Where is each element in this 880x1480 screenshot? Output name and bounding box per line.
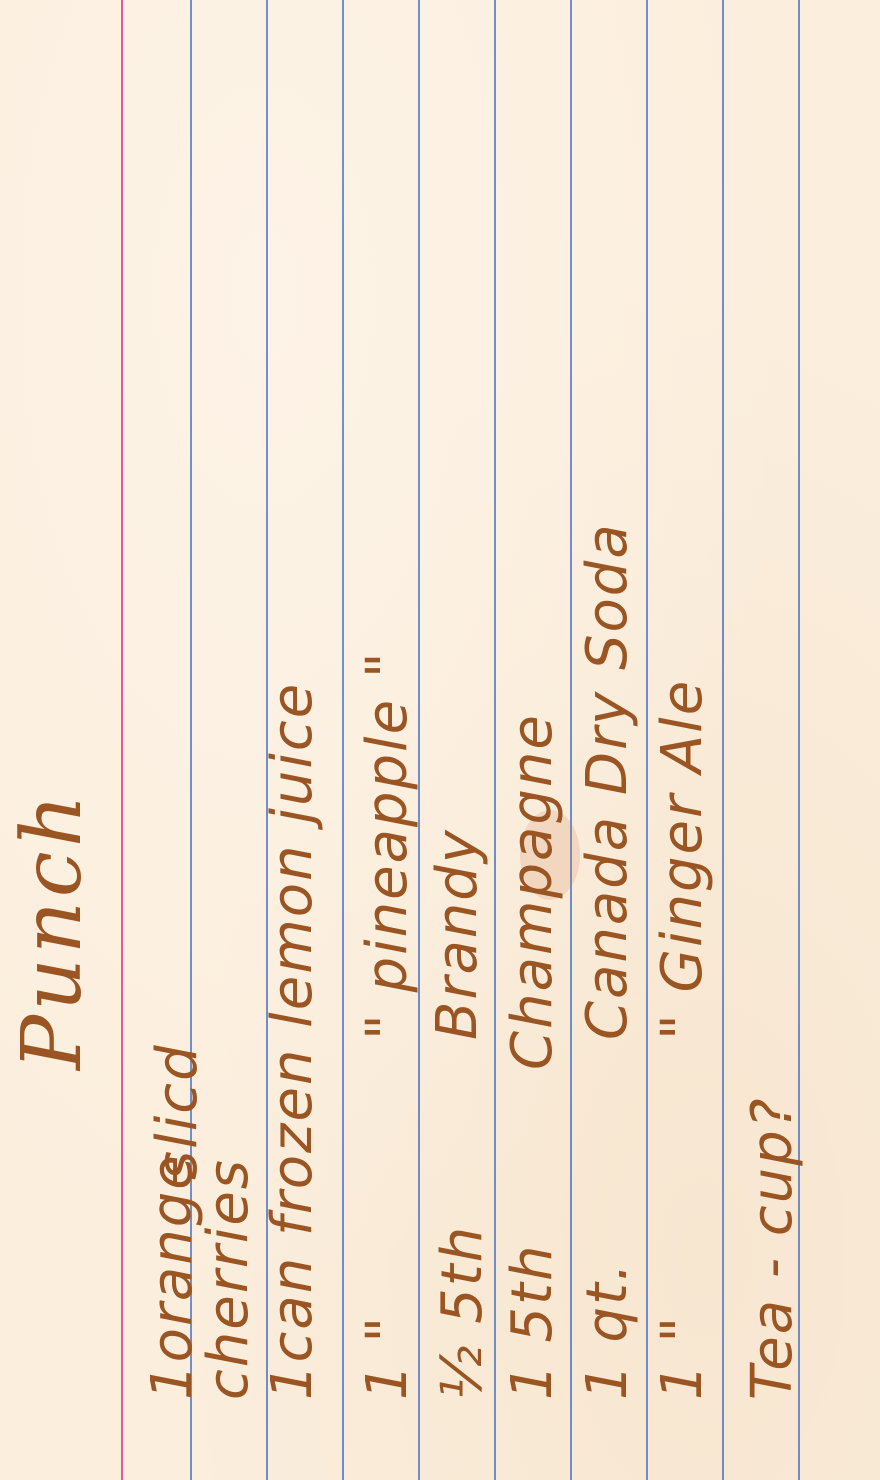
ingredient-text: Canada Dry Soda bbox=[575, 522, 640, 1040]
ingredient-qty: 1 qt. bbox=[575, 1261, 640, 1400]
ingredient-qty: ½ 5th bbox=[430, 1224, 495, 1400]
ingredient-text: " pineapple " bbox=[355, 650, 420, 1040]
ingredient-qty: 1can bbox=[260, 1255, 325, 1400]
ingredient-text: " Ginger Ale bbox=[650, 678, 715, 1040]
ingredient-text: slicd bbox=[145, 1043, 210, 1180]
ingredient-qty: 1orange bbox=[140, 1153, 205, 1400]
recipe-title: Punch bbox=[5, 790, 100, 1070]
serving-note: Tea - cup? bbox=[740, 1096, 805, 1400]
ingredient-line bbox=[260, 682, 325, 1400]
ingredient-text: cherries bbox=[196, 1158, 261, 1400]
ingredient-qty: 1 " bbox=[650, 1314, 715, 1400]
ingredient-text: Champagne bbox=[500, 713, 565, 1070]
ingredient-qty: 1 " bbox=[355, 1314, 420, 1400]
ingredient-text: frozen lemon juice bbox=[260, 681, 325, 1236]
ingredient-text: Brandy bbox=[425, 828, 490, 1040]
ingredient-qty: 1 5th bbox=[500, 1243, 565, 1400]
